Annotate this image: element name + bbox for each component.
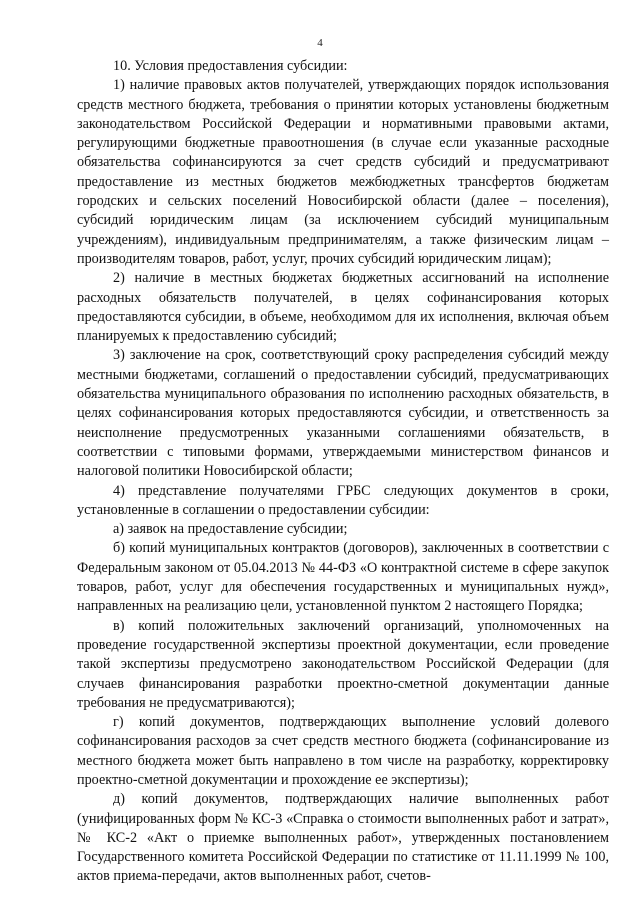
paragraph-item-4: 4) представление получателями ГРБС следующих документов в сроки, установленные в соглашении о предоставлении субсидии: (77, 482, 609, 518)
page-number: 4 (317, 37, 323, 49)
paragraph-item-3: 3) заключение на срок, соответствующий сроку распределения субсидий между местными бюджетами, соглашений о предоставлении субсидий, предусматривающих обязательства муниципального образования по исполнению расходных обязательств, в целях софинансирования которых предоставляются субсидии, и ответственность за неисполнение предусмотренных указанными соглашениями обязательств, в соответствии с типовыми формами, утверждаемыми министерством финансов и налоговой политики Новосибирской области; (77, 347, 609, 480)
section-heading: 10. Условия предоставления субсидии: (113, 58, 348, 74)
paragraph-subitem-d: д) копий документов, подтверждающих наличие выполненных работ (унифицированных форм № КС-3 «Справка о стоимости выполненных работ и затрат», № КС-2 «Акт о приемке выполненных работ», утвержденных постановлением Государственного комитета Российской Федерации по статистике от 11.11.1999 № 100, актов приема-передачи, актов выполненных работ, счетов- (77, 791, 609, 885)
paragraph-subitem-b: б) копий муниципальных контрактов (договоров), заключенных в соответствии с Федеральным законом от 05.04.2013 № 44-ФЗ «О контрактной системе в сфере закупок товаров, работ, услуг для обеспечения государственных и муниципальных нужд», направленных на реализацию цели, установленной пунктом 2 настоящего Порядка; (77, 540, 609, 615)
paragraph-item-1: 1) наличие правовых актов получателей, утверждающих порядок использования средств местного бюджета, требования о принятии которых установлены бюджетным законодательством Российской Федерации и нормативными правовыми актами, регулирующими бюджетные правоотношения (в случае если указанные расходные обязательства софинансируются за счет средств субсидий и предусматривают предоставление из местных бюджетов межбюджетных трансфертов бюджетам городских и сельских поселений Новосибирской области (далее – поселения), субсидий юридическим лицам (за исключением субсидий муниципальным учреждениям), индивидуальным предпринимателям, а также физическим лицам – производителям товаров, работ, услуг, прочих субсидий юридическим лицам); (77, 77, 609, 267)
paragraph-subitem-a: а) заявок на предоставление субсидии; (113, 521, 348, 538)
paragraph-subitem-v: в) копий положительных заключений организаций, уполномоченных на проведение государственной экспертизы проектной документации, если проведение такой экспертизы предусмотрено законодательством Российской Федерации (для случаев финансирования разработки проектно-сметной документации данные требования не предусматриваются); (77, 617, 609, 711)
paragraph-subitem-g: г) копий документов, подтверждающих выполнение условий долевого софинансирования расходов за счет средств местного бюджета (софинансирование из местного бюджета может быть направлено в том числе на разработку, корректировку проектно-сметной документации и прохождение ее экспертизы); (77, 714, 609, 788)
paragraph-item-2: 2) наличие в местных бюджетах бюджетных ассигнований на исполнение расходных обязательств получателей, в целях софинансирования которых предоставляются субсидии, в объеме, необходимом для их исполнения, включая объем планируемых к предоставлению субсидий; (77, 270, 609, 345)
document-body (77, 57, 609, 887)
